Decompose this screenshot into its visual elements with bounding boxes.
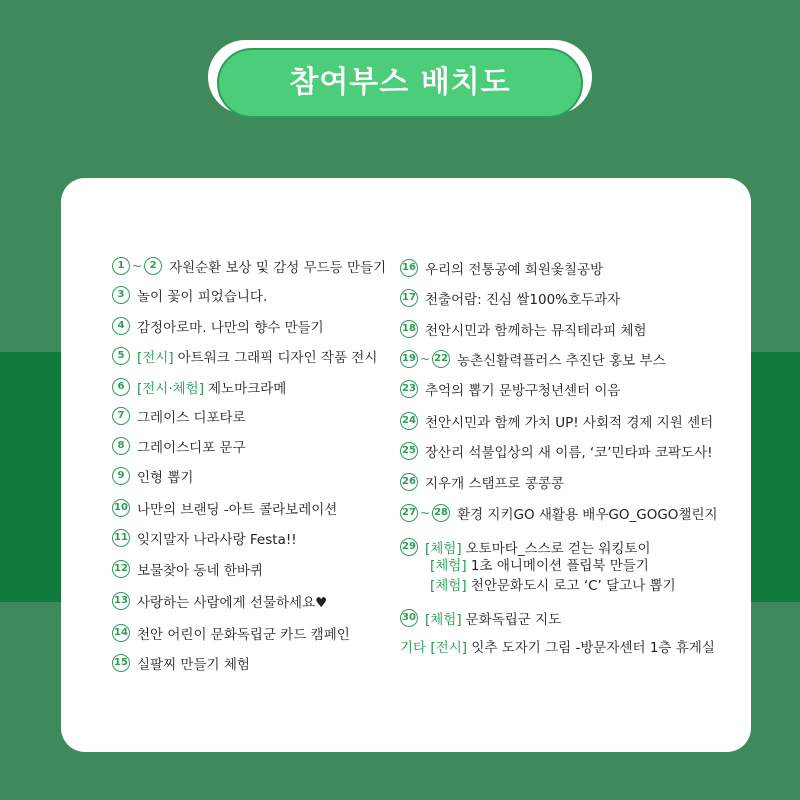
range-tilde: ~ [420, 352, 431, 366]
booth-tag: [전시·체험] [137, 381, 204, 397]
booth-item-9 [112, 464, 193, 488]
booth-number: 27 [400, 504, 418, 522]
booth-item-27-28 [400, 501, 718, 525]
booth-item-15 [112, 651, 250, 675]
booth-tag: [전시] [137, 350, 174, 366]
booth-number: 12 [112, 560, 130, 578]
booth-number: 15 [112, 654, 130, 672]
booth-label: 천안 어린이 문화독립군 카드 캠페인 [137, 627, 350, 643]
booth-tag: [체험] [425, 612, 462, 628]
booth-label: 천안시민과 함께하는 뮤직테라피 체험 [425, 323, 647, 339]
booth-tag: [체험] [425, 541, 462, 557]
booth-number: 17 [400, 289, 418, 307]
booth-number: 1 [112, 257, 130, 275]
etc-prefix: 기타 [400, 640, 427, 656]
booth-number: 29 [400, 538, 418, 556]
booth-label: 아트워크 그래픽 디자인 작품 전시 [177, 350, 378, 366]
booth-number: 7 [112, 407, 130, 425]
booth-item-11 [112, 526, 297, 550]
booth-number: 10 [112, 499, 130, 517]
booth-item-17 [400, 286, 620, 310]
booth-number: 24 [400, 412, 418, 430]
booth-label: 그레이스디포 문구 [137, 440, 246, 456]
booth-item-23 [400, 377, 620, 401]
booth-number: 26 [400, 473, 418, 491]
booth-label: 우리의 전통공예 희원옻칠공방 [425, 262, 604, 278]
booth-item-30 [400, 606, 561, 630]
booth-number: 25 [400, 442, 418, 460]
booth-item-13 [112, 589, 327, 613]
booth-number: 13 [112, 592, 130, 610]
booth-item-29-sub-2 [430, 575, 676, 597]
booth-label: 자원순환 보상 및 감성 무드등 만들기 [169, 260, 387, 276]
booth-number: 11 [112, 529, 130, 547]
booth-number: 30 [400, 609, 418, 627]
booth-label: 문화독립군 지도 [465, 612, 562, 628]
booth-number-end: 28 [432, 504, 450, 522]
booth-label: 인형 뽑기 [137, 470, 194, 486]
booth-number: 16 [400, 259, 418, 277]
title-banner [208, 40, 592, 118]
booth-item-19-22 [400, 347, 666, 371]
booth-item-14 [112, 621, 350, 645]
booth-item-6 [112, 375, 286, 399]
range-tilde: ~ [132, 259, 143, 273]
booth-item-25 [400, 439, 713, 463]
booth-label: 오토마타_스스로 걷는 워킹토이 [465, 541, 651, 557]
booth-number-end: 22 [432, 350, 450, 368]
booth-tag: [체험] [430, 578, 467, 594]
booth-item-12 [112, 557, 263, 581]
booth-label: 제노마크라메 [208, 381, 287, 397]
booth-label: 감정아로마. 나만의 향수 만들기 [137, 320, 324, 336]
booth-number: 5 [112, 347, 130, 365]
booth-label: 추억의 뽑기 문방구청년센터 이음 [425, 383, 621, 399]
booth-tag: [전시] [430, 640, 468, 656]
booth-item-24 [400, 409, 713, 433]
booth-item-3 [112, 283, 267, 307]
booth-number: 14 [112, 624, 130, 642]
booth-label: 그레이스 디포타로 [137, 410, 246, 426]
booth-label: 놀이 꽃이 피었습니다. [137, 289, 268, 305]
booth-item-8 [112, 434, 246, 458]
booth-label: 보물찾아 동네 한바퀴 [137, 563, 263, 579]
booth-item-5 [112, 344, 377, 368]
booth-number: 6 [112, 378, 130, 396]
booth-item-10 [112, 496, 337, 520]
booth-label: 사랑하는 사람에게 선물하세요♥ [137, 595, 328, 611]
range-tilde: ~ [420, 506, 431, 520]
booth-label: 나만의 브랜딩 -아트 콜라보레이션 [137, 502, 338, 518]
booth-number: 19 [400, 350, 418, 368]
booth-label: 천안시민과 함께 가치 UP! 사회적 경제 지원 센터 [425, 415, 714, 431]
booth-label: 천출어람: 진심 쌀100%호두과자 [425, 292, 621, 308]
booth-label: 잇추 도자기 그림 -방문자센터 1층 휴게실 [471, 640, 715, 656]
booth-label: 지우개 스탬프로 콩콩콩 [425, 476, 564, 492]
booth-label: 환경 지키GO 새활용 배우GO_GOGO챌린지 [457, 507, 718, 523]
booth-item-26 [400, 470, 564, 494]
booth-label: 천안문화도시 로고 ‘C’ 달고나 뽑기 [470, 578, 676, 594]
booth-item-4 [112, 314, 324, 338]
booth-item-29-sub-1 [430, 555, 649, 577]
booth-number: 4 [112, 317, 130, 335]
booth-label: 잊지말자 나라사랑 Festa!! [137, 532, 297, 548]
booth-label: 실팔찌 만들기 체험 [137, 657, 250, 673]
page-title: 참여부스 배치도 [289, 65, 511, 100]
booth-item-7 [112, 404, 246, 428]
booth-item-etc [400, 637, 715, 659]
booth-number: 8 [112, 437, 130, 455]
booth-number: 3 [112, 286, 130, 304]
booth-number: 9 [112, 467, 130, 485]
booth-item-16 [400, 256, 603, 280]
booth-label: 농촌신활력플러스 추진단 홍보 부스 [457, 353, 666, 369]
booth-label: 장산리 석불입상의 새 이름, ‘코’민타파 코팍도사! [425, 445, 713, 461]
booth-number: 18 [400, 320, 418, 338]
booth-list-card [61, 178, 751, 752]
booth-item-18 [400, 317, 647, 341]
booth-item-1-2 [112, 254, 386, 278]
booth-number-end: 2 [144, 257, 162, 275]
booth-number: 23 [400, 380, 418, 398]
booth-tag: [체험] [430, 558, 467, 574]
booth-label: 1초 애니메이션 플립북 만들기 [470, 558, 649, 574]
